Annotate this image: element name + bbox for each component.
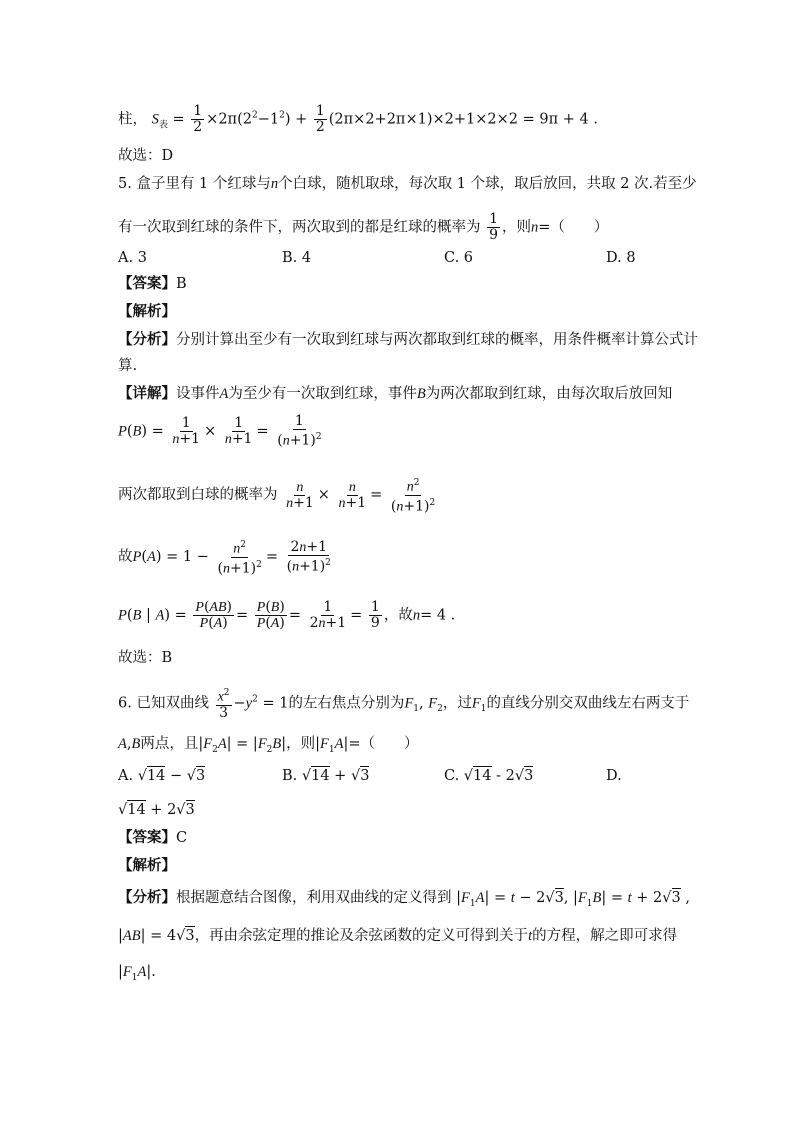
q6-option-b: B. √14 + √3 xyxy=(282,768,370,784)
formula-white-prob: 两次都取到白球的概率为 $\frac{n}{n+1}$ × $\frac{n}{n+1}$ = $\frac{n^2}{(n+1)^2}$ xyxy=(118,478,436,515)
q6-option-a: A. √14 − √3 xyxy=(118,768,206,784)
q5-analysis-line2: 算. xyxy=(118,358,138,374)
q6-analysis-line1: 【分析】根据题意结合图像，利用双曲线的定义得到 $|F_1A| = t - 2√3$, $|F_1B| = t + 2√3$ , xyxy=(118,889,690,909)
q6-answer: 【答案】C xyxy=(118,829,188,846)
fraction: $\frac{1}{n+1}$ xyxy=(224,414,253,447)
q5-option-c: C. 6 xyxy=(444,250,474,266)
q6-stem-line1: 6. 已知双曲线 $\frac{x^2}{3}$ $-y^2 = 1$的左右焦点分别为$F_1$, $F_2$，过$F_1$的直线分别交双曲线左右两支于 xyxy=(118,688,690,721)
q6-option-d-value: √14 + 2√3 xyxy=(118,802,195,818)
q6-stem-line2: A,B两点，且$|F_2A| = |F_2B|$，则$|F_1A|=$（ ） xyxy=(118,736,419,755)
fraction: $\frac{1}{2n+1}$ xyxy=(309,599,347,631)
fraction: $\frac{1}{2}$ xyxy=(315,103,325,135)
q6-option-c: C. √14 - 2√3 xyxy=(444,768,534,784)
q5-analysis-line1: 【分析】分别计算出至少有一次取到红球与两次都取到红球的概率，用条件概率计算公式计 xyxy=(118,331,698,348)
q6-analysis-line3: $|F_1A|$. xyxy=(118,964,156,983)
solution-line-surface-area: 柱， $S_表$ = $\frac{1}{2}$ $\times 2\pi(2^2-1^2)$ + $\frac{1}{2}$ (2π×2+2π×1)×2+1×2×2 = 9π + 4 . xyxy=(118,103,598,135)
fraction: $\frac{x^2}{3}$ xyxy=(217,688,230,721)
fraction: $\frac{n}{n+1}$ xyxy=(338,479,367,511)
q5-detail-line: 【详解】设事件A为至少有一次取到红球，事件B为两次都取到红球，由每次取后放回知 xyxy=(118,385,673,402)
q5-analysis-heading: 【解析】 xyxy=(118,303,176,320)
choice-line-d: 故选：D xyxy=(118,148,174,164)
formula-pb: P(B) = $\frac{1}{n+1}$ × $\frac{1}{n+1}$ = $\frac{1}{(n+1)^2}$ xyxy=(118,413,322,449)
q5-choice: 故选：B xyxy=(118,650,173,666)
fraction: $\frac{1}{9}$ xyxy=(370,599,380,631)
fraction: $\frac{2n+1}{(n+1)^2}$ xyxy=(286,538,331,575)
q6-analysis-heading: 【解析】 xyxy=(118,857,176,874)
q5-answer: 【答案】B xyxy=(118,275,187,292)
text-cylinder: 柱， xyxy=(118,111,147,128)
fraction-one-ninth: $\frac{1}{9}$ xyxy=(489,211,499,243)
fraction: $\frac{n}{n+1}$ xyxy=(286,479,314,511)
q5-option-b: B. 4 xyxy=(282,250,312,266)
surface-result: = 9π + 4 . xyxy=(522,111,598,128)
formula-pa: 故P(A) = 1 − $\frac{n^2}{(n+1)^2}$ = $\frac{2n+1}{(n+1)^2}$ xyxy=(118,538,331,577)
fraction: $\frac{1}{n+1}$ xyxy=(172,414,201,447)
q5-option-d: D. 8 xyxy=(606,250,636,266)
fraction: $\frac{n^2}{(n+1)^2}$ xyxy=(217,540,262,577)
fraction: $\frac{1}{(n+1)^2}$ xyxy=(277,413,322,449)
q5-option-a: A. 3 xyxy=(118,250,147,266)
fraction: $\frac{P(AB)}{P(A)}$ xyxy=(195,599,232,631)
fraction: $\frac{1}{2}$ xyxy=(193,103,203,135)
q6-option-d: D. xyxy=(606,768,622,784)
fraction: $\frac{P(B)}{P(A)}$ xyxy=(256,599,285,631)
q6-analysis-line2: |AB| = 4√3，再由余弦定理的推论及余弦函数的定义可得到关于t的方程，解之即可求得 xyxy=(118,928,678,944)
q5-stem-line1: 5. 盒子里有 1 个红球与n个白球，随机取球，每次取 1 个球，取后放回，共取 2 次.若至少 xyxy=(118,176,697,192)
q5-stem-line2: 有一次取到红球的条件下，两次取到的都是红球的概率为 $\frac{1}{9}$ ，则n=（ ） xyxy=(118,211,609,243)
fraction: $\frac{n^2}{(n+1)^2}$ xyxy=(390,478,436,515)
formula-conditional: P(B | A) = $\frac{P(AB)}{P(A)}$ = $\frac{P(B)}{P(A)}$ = $\frac{1}{2n+1}$ = $\frac{1}{9}$ ，故n= 4 . xyxy=(118,599,456,631)
